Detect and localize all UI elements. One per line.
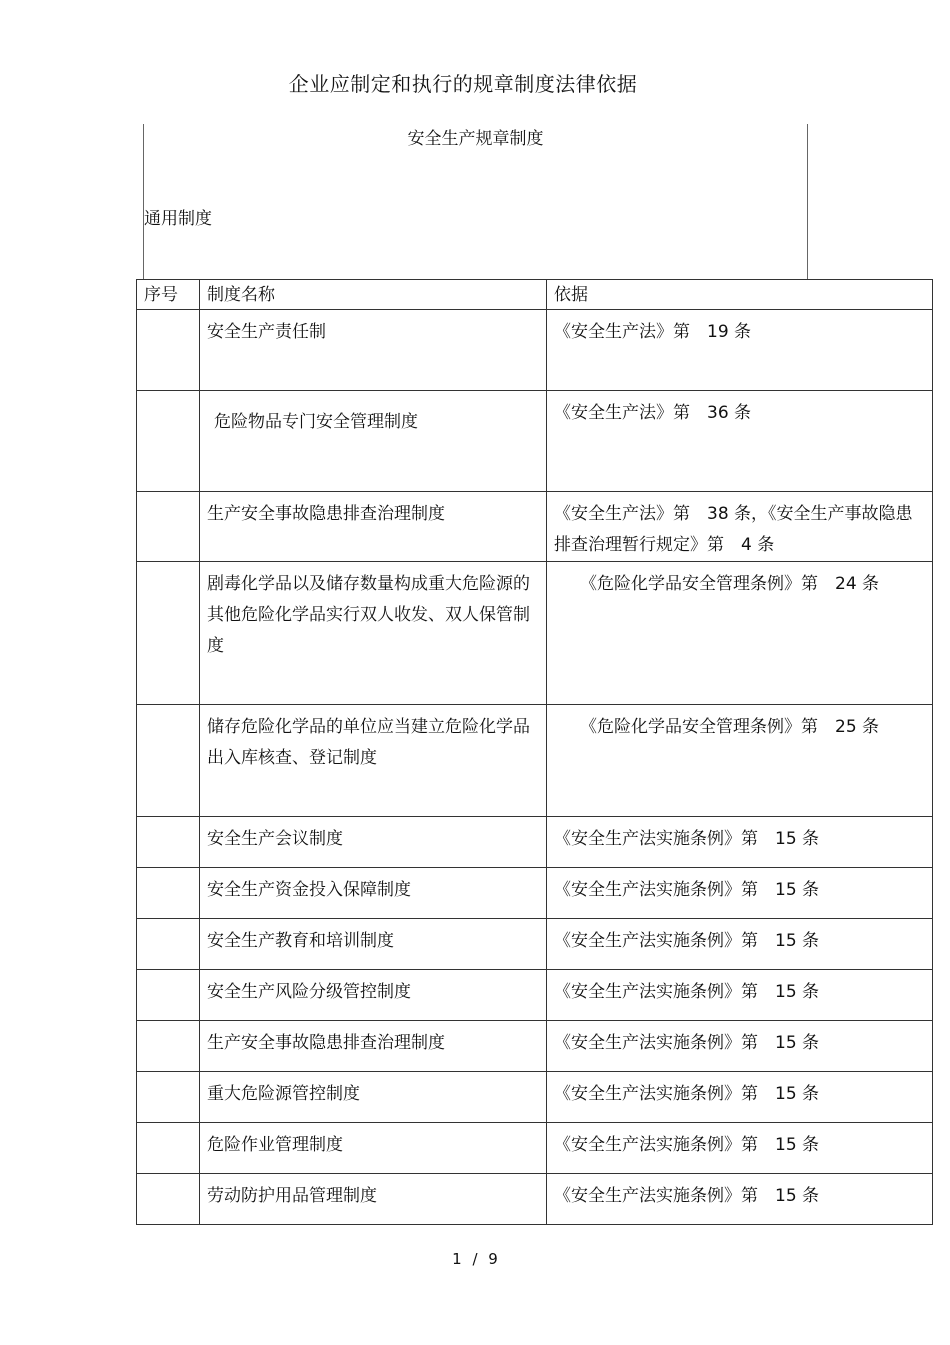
table-header-row [137, 280, 933, 310]
table-row [137, 310, 933, 391]
row-seq [137, 1021, 200, 1072]
table-row [137, 1072, 933, 1123]
table-row [137, 705, 933, 817]
table-row [137, 1174, 933, 1225]
row-basis: 《安全生产法》第 19 条 [547, 310, 933, 391]
row-name: 危险物品专门安全管理制度 [200, 391, 547, 492]
row-basis: 《安全生产法实施条例》第 15 条 [547, 919, 933, 970]
row-basis: 《安全生产法实施条例》第 15 条 [547, 868, 933, 919]
row-name: 储存危险化学品的单位应当建立危险化学品出入库核查、登记制度 [200, 705, 547, 817]
row-seq [137, 391, 200, 492]
table-row [137, 970, 933, 1021]
row-basis: 《安全生产法》第 38 条，《安全生产事故隐患排查治理暂行规定》第 4 条 [547, 492, 933, 562]
row-name: 安全生产会议制度 [200, 817, 547, 868]
row-name: 危险作业管理制度 [200, 1123, 547, 1174]
row-name: 重大危险源管控制度 [200, 1072, 547, 1123]
row-seq [137, 310, 200, 391]
row-seq [137, 1174, 200, 1225]
table-row [137, 562, 933, 705]
subsection-title: 通用制度 [144, 209, 212, 229]
row-name: 安全生产风险分级管控制度 [200, 970, 547, 1021]
row-name: 剧毒化学品以及储存数量构成重大危险源的其他危险化学品实行双人收发、双人保管制度 [200, 562, 547, 705]
row-name: 安全生产责任制 [200, 310, 547, 391]
row-seq [137, 919, 200, 970]
document-title: 企业应制定和执行的规章制度法律依据 [288, 72, 638, 96]
table-row [137, 919, 933, 970]
row-seq [137, 705, 200, 817]
table-row [137, 1021, 933, 1072]
row-name: 劳动防护用品管理制度 [200, 1174, 547, 1225]
row-basis: 《安全生产法实施条例》第 15 条 [547, 1123, 933, 1174]
table-row [137, 492, 933, 562]
table-row [137, 817, 933, 868]
row-seq [137, 868, 200, 919]
row-basis: 《安全生产法实施条例》第 15 条 [547, 1021, 933, 1072]
row-basis: 《安全生产法实施条例》第 15 条 [547, 1174, 933, 1225]
row-name: 生产安全事故隐患排查治理制度 [200, 492, 547, 562]
header-basis: 依据 [547, 280, 933, 310]
row-name: 安全生产资金投入保障制度 [200, 868, 547, 919]
section-header-box [143, 124, 808, 280]
row-seq [137, 817, 200, 868]
table-row [137, 1123, 933, 1174]
row-basis: 《安全生产法实施条例》第 15 条 [547, 970, 933, 1021]
table-row [137, 868, 933, 919]
row-seq [137, 970, 200, 1021]
row-name: 安全生产教育和培训制度 [200, 919, 547, 970]
row-basis: 《安全生产法实施条例》第 15 条 [547, 1072, 933, 1123]
row-name: 生产安全事故隐患排查治理制度 [200, 1021, 547, 1072]
section-title: 安全生产规章制度 [407, 129, 544, 149]
row-basis: 《危险化学品安全管理条例》第 24 条 [547, 562, 933, 705]
page-number: 1 / 9 [452, 1250, 498, 1268]
row-seq [137, 562, 200, 705]
row-seq [137, 1123, 200, 1174]
regulations-table [136, 279, 933, 1225]
header-seq: 序号 [137, 280, 200, 310]
row-basis: 《安全生产法实施条例》第 15 条 [547, 817, 933, 868]
row-seq [137, 492, 200, 562]
row-seq [137, 1072, 200, 1123]
table-row [137, 391, 933, 492]
row-basis: 《安全生产法》第 36 条 [547, 391, 933, 492]
row-basis: 《危险化学品安全管理条例》第 25 条 [547, 705, 933, 817]
header-name: 制度名称 [200, 280, 547, 310]
